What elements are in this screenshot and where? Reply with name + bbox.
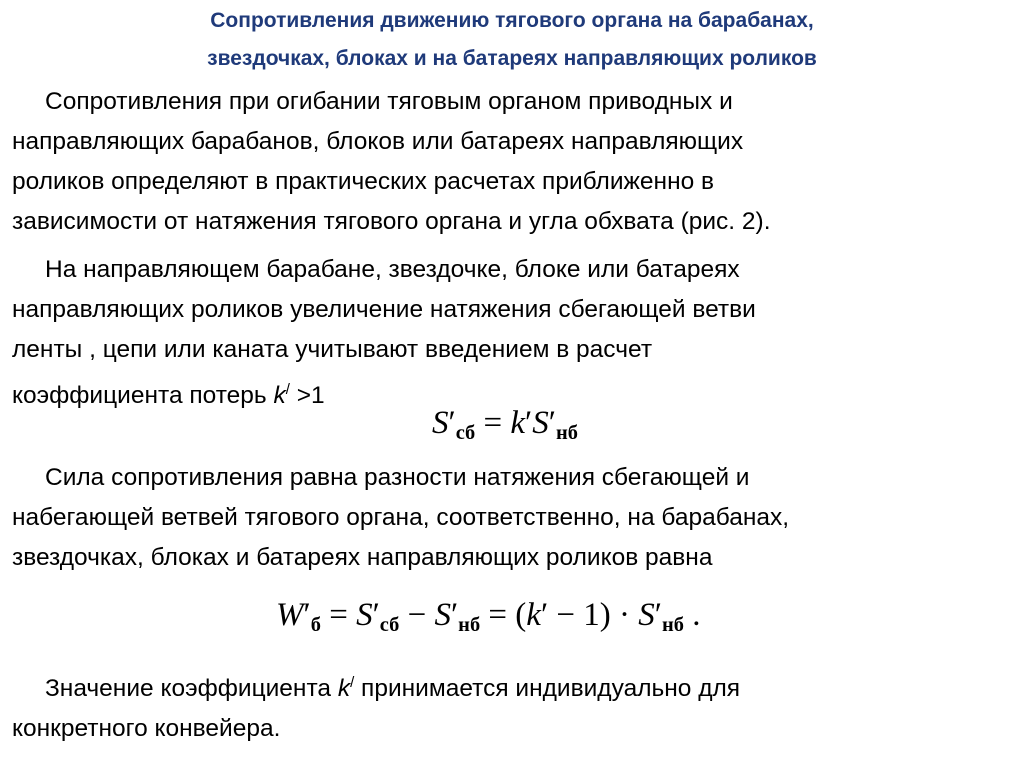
paragraph-1 bbox=[12, 82, 1012, 242]
paragraph-4-line-1 bbox=[12, 663, 1012, 709]
paragraph-2-line-4-prefix: коэффициента потерь bbox=[12, 382, 274, 409]
formula-2-end: . bbox=[683, 597, 701, 633]
formula-1-rhs-sub: нб bbox=[555, 422, 578, 444]
formula-2-s2-sub: нб bbox=[458, 614, 481, 636]
k-coefficient-symbol-2: k bbox=[337, 675, 351, 702]
formula-2-k-prime: ′ bbox=[540, 597, 549, 633]
formula-1-rhs-prime: ′ bbox=[548, 405, 556, 441]
k-coefficient-symbol: k bbox=[273, 382, 286, 409]
formula-2-eq-2: = ( bbox=[480, 597, 527, 633]
paragraph-1-line-4: зависимости от натяжения тягового органа и угла обхвата (рис. 2). bbox=[12, 208, 771, 235]
paragraph-3-line-2: набегающей ветвей тягового органа, соответственно, на барабанах, bbox=[12, 504, 790, 531]
k-coefficient-prime: / bbox=[285, 381, 290, 398]
formula-2-k: k bbox=[526, 597, 541, 633]
paragraph-1-line-1: Сопротивления при огибании тяговым органом приводных и bbox=[45, 88, 733, 115]
formula-2-s3-var: S bbox=[638, 597, 655, 633]
slide-title-line-1: Сопротивления движению тягового органа на барабанах, bbox=[210, 9, 814, 32]
paragraph-1-line-3: роликов определяют в практических расчетах приближенно в bbox=[12, 168, 715, 195]
formula-2-s1-var: S bbox=[356, 597, 373, 633]
paragraph-1-line-2: направляющих барабанов, блоков или батареях направляющих bbox=[12, 128, 744, 155]
paragraph-3 bbox=[12, 458, 1012, 578]
paragraph-4 bbox=[12, 663, 1012, 749]
formula-1-lhs-sub: сб bbox=[455, 422, 476, 444]
formula-2-minus-one: − 1) · bbox=[548, 597, 639, 633]
formula-2-s3-sub: нб bbox=[661, 614, 684, 636]
formula-2-s1-prime: ′ bbox=[372, 597, 380, 633]
paragraph-4-line-2: конкретного конвейера. bbox=[12, 715, 281, 742]
paragraph-3-line-3: звездочках, блоках и батареях направляющих роликов равна bbox=[12, 544, 713, 571]
formula-2-s2-prime: ′ bbox=[450, 597, 459, 633]
formula-1-lhs-var: S bbox=[432, 405, 449, 441]
paragraph-4-line-1-suffix: принимается индивидуально для bbox=[354, 675, 741, 702]
formula-1-rhs-var: S bbox=[532, 405, 549, 441]
paragraph-2 bbox=[12, 250, 1012, 416]
formula-2-w-var: W bbox=[276, 597, 304, 633]
formula-2-w-sub: б bbox=[310, 614, 321, 636]
formula-s-sb bbox=[432, 403, 578, 453]
paragraph-4-line-1-prefix: Значение коэффициента bbox=[45, 675, 338, 702]
formula-2-w-prime: ′ bbox=[303, 597, 311, 633]
formula-1-lhs-prime: ′ bbox=[448, 405, 456, 441]
formula-1-eq: = bbox=[475, 405, 511, 441]
slide-title bbox=[0, 2, 1024, 78]
formula-2-s1-sub: сб bbox=[379, 614, 400, 636]
formula-2-eq-1: = bbox=[320, 597, 357, 633]
formula-1-k: k bbox=[510, 405, 526, 441]
paragraph-2-line-2: направляющих роликов увеличение натяжения сбегающей ветви bbox=[12, 296, 756, 323]
paragraph-2-line-3: ленты , цепи или каната учитывают введением в расчет bbox=[12, 336, 653, 363]
paragraph-2-line-1: На направляющем барабане, звездочке, блоке или батареях bbox=[45, 256, 740, 283]
formula-1-k-prime: ′ bbox=[525, 405, 533, 441]
formula-2-s3-prime: ′ bbox=[654, 597, 662, 633]
paragraph-2-line-4-suffix: >1 bbox=[289, 382, 325, 409]
paragraph-3-line-1: Сила сопротивления равна разности натяжения сбегающей и bbox=[45, 464, 750, 491]
formula-2-s2-var: S bbox=[434, 597, 451, 633]
k-coefficient-prime-2: / bbox=[350, 674, 355, 691]
slide-title-line-2: звездочках, блоках и на батареях направляющих роликов bbox=[207, 47, 817, 70]
formula-2-minus: − bbox=[399, 597, 435, 633]
formula-w-b bbox=[276, 595, 700, 645]
